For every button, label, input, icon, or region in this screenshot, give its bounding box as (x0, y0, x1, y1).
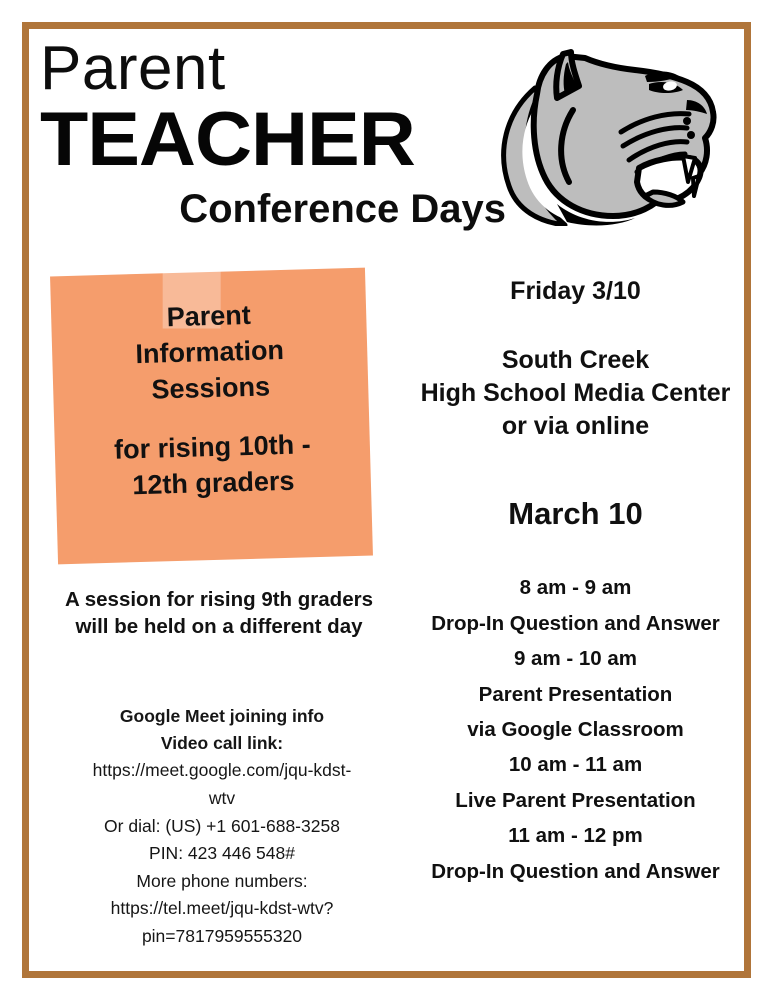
headline-line-teacher: TEACHER (40, 97, 415, 182)
note-line-for-rising: for rising 10th - (113, 428, 311, 465)
schedule-time: 10 am - 11 am (508, 753, 643, 777)
venue-line-1: South Creek (501, 346, 650, 374)
schedule-event: Live Parent Presentation (455, 788, 696, 812)
meet-link-line-2[interactable]: wtv (208, 787, 236, 808)
schedule-time: 11 am - 12 pm (508, 824, 643, 848)
event-details-column (398, 276, 753, 889)
poster-headline (40, 34, 510, 231)
details-spacer-2 (398, 443, 753, 495)
parent-information-sessions-note (50, 268, 373, 565)
venue-line-3: or via online (501, 412, 650, 440)
headline-line-parent: Parent (40, 34, 226, 103)
schedule-event: Drop-In Question and Answer (431, 859, 720, 883)
meet-video-call-link-label: Video call link: (160, 733, 284, 754)
schedule-time: 8 am - 9 am (519, 576, 632, 600)
meet-dial-number: Or dial: (US) +1 601-688-3258 (104, 815, 340, 836)
schedule-heading-month-day: March 10 (508, 496, 643, 531)
details-spacer-1 (398, 306, 753, 344)
note-line-sessions: Sessions (151, 371, 271, 406)
details-spacer-3 (398, 532, 753, 570)
meet-pin: PIN: 423 446 548# (149, 843, 295, 864)
note-line-information: Information (135, 335, 285, 370)
event-date: Friday 3/10 (510, 277, 641, 305)
schedule-event-detail: via Google Classroom (467, 718, 684, 741)
schedule-list (398, 570, 753, 889)
meet-more-numbers-link-line-1[interactable]: https://tel.meet/jqu-kdst-wtv? (110, 898, 334, 919)
google-meet-joining-info (38, 703, 406, 951)
panther-head-mascot-icon (487, 36, 732, 226)
note-line-graders: 12th graders (131, 465, 295, 500)
meet-link-line-1[interactable]: https://meet.google.com/jqu-kdst- (92, 760, 352, 781)
headline-line-conference-days: Conference Days (179, 187, 506, 231)
ninth-notice-line-2: will be held on a different day (75, 615, 363, 639)
meet-more-numbers-link-line-2[interactable]: pin=7817959555320 (141, 926, 303, 947)
note-line-parent: Parent (166, 299, 252, 333)
schedule-event: Drop-In Question and Answer (431, 611, 720, 635)
ninth-notice-line-1: A session for rising 9th graders (65, 588, 373, 611)
venue-line-2: High School Media Center (420, 379, 731, 407)
schedule-event: Parent Presentation (478, 682, 673, 706)
schedule-time: 9 am - 10 am (513, 647, 638, 671)
meet-more-numbers-label: More phone numbers: (136, 870, 308, 891)
ninth-grade-notice (28, 586, 410, 641)
meet-heading: Google Meet joining info (119, 706, 325, 726)
